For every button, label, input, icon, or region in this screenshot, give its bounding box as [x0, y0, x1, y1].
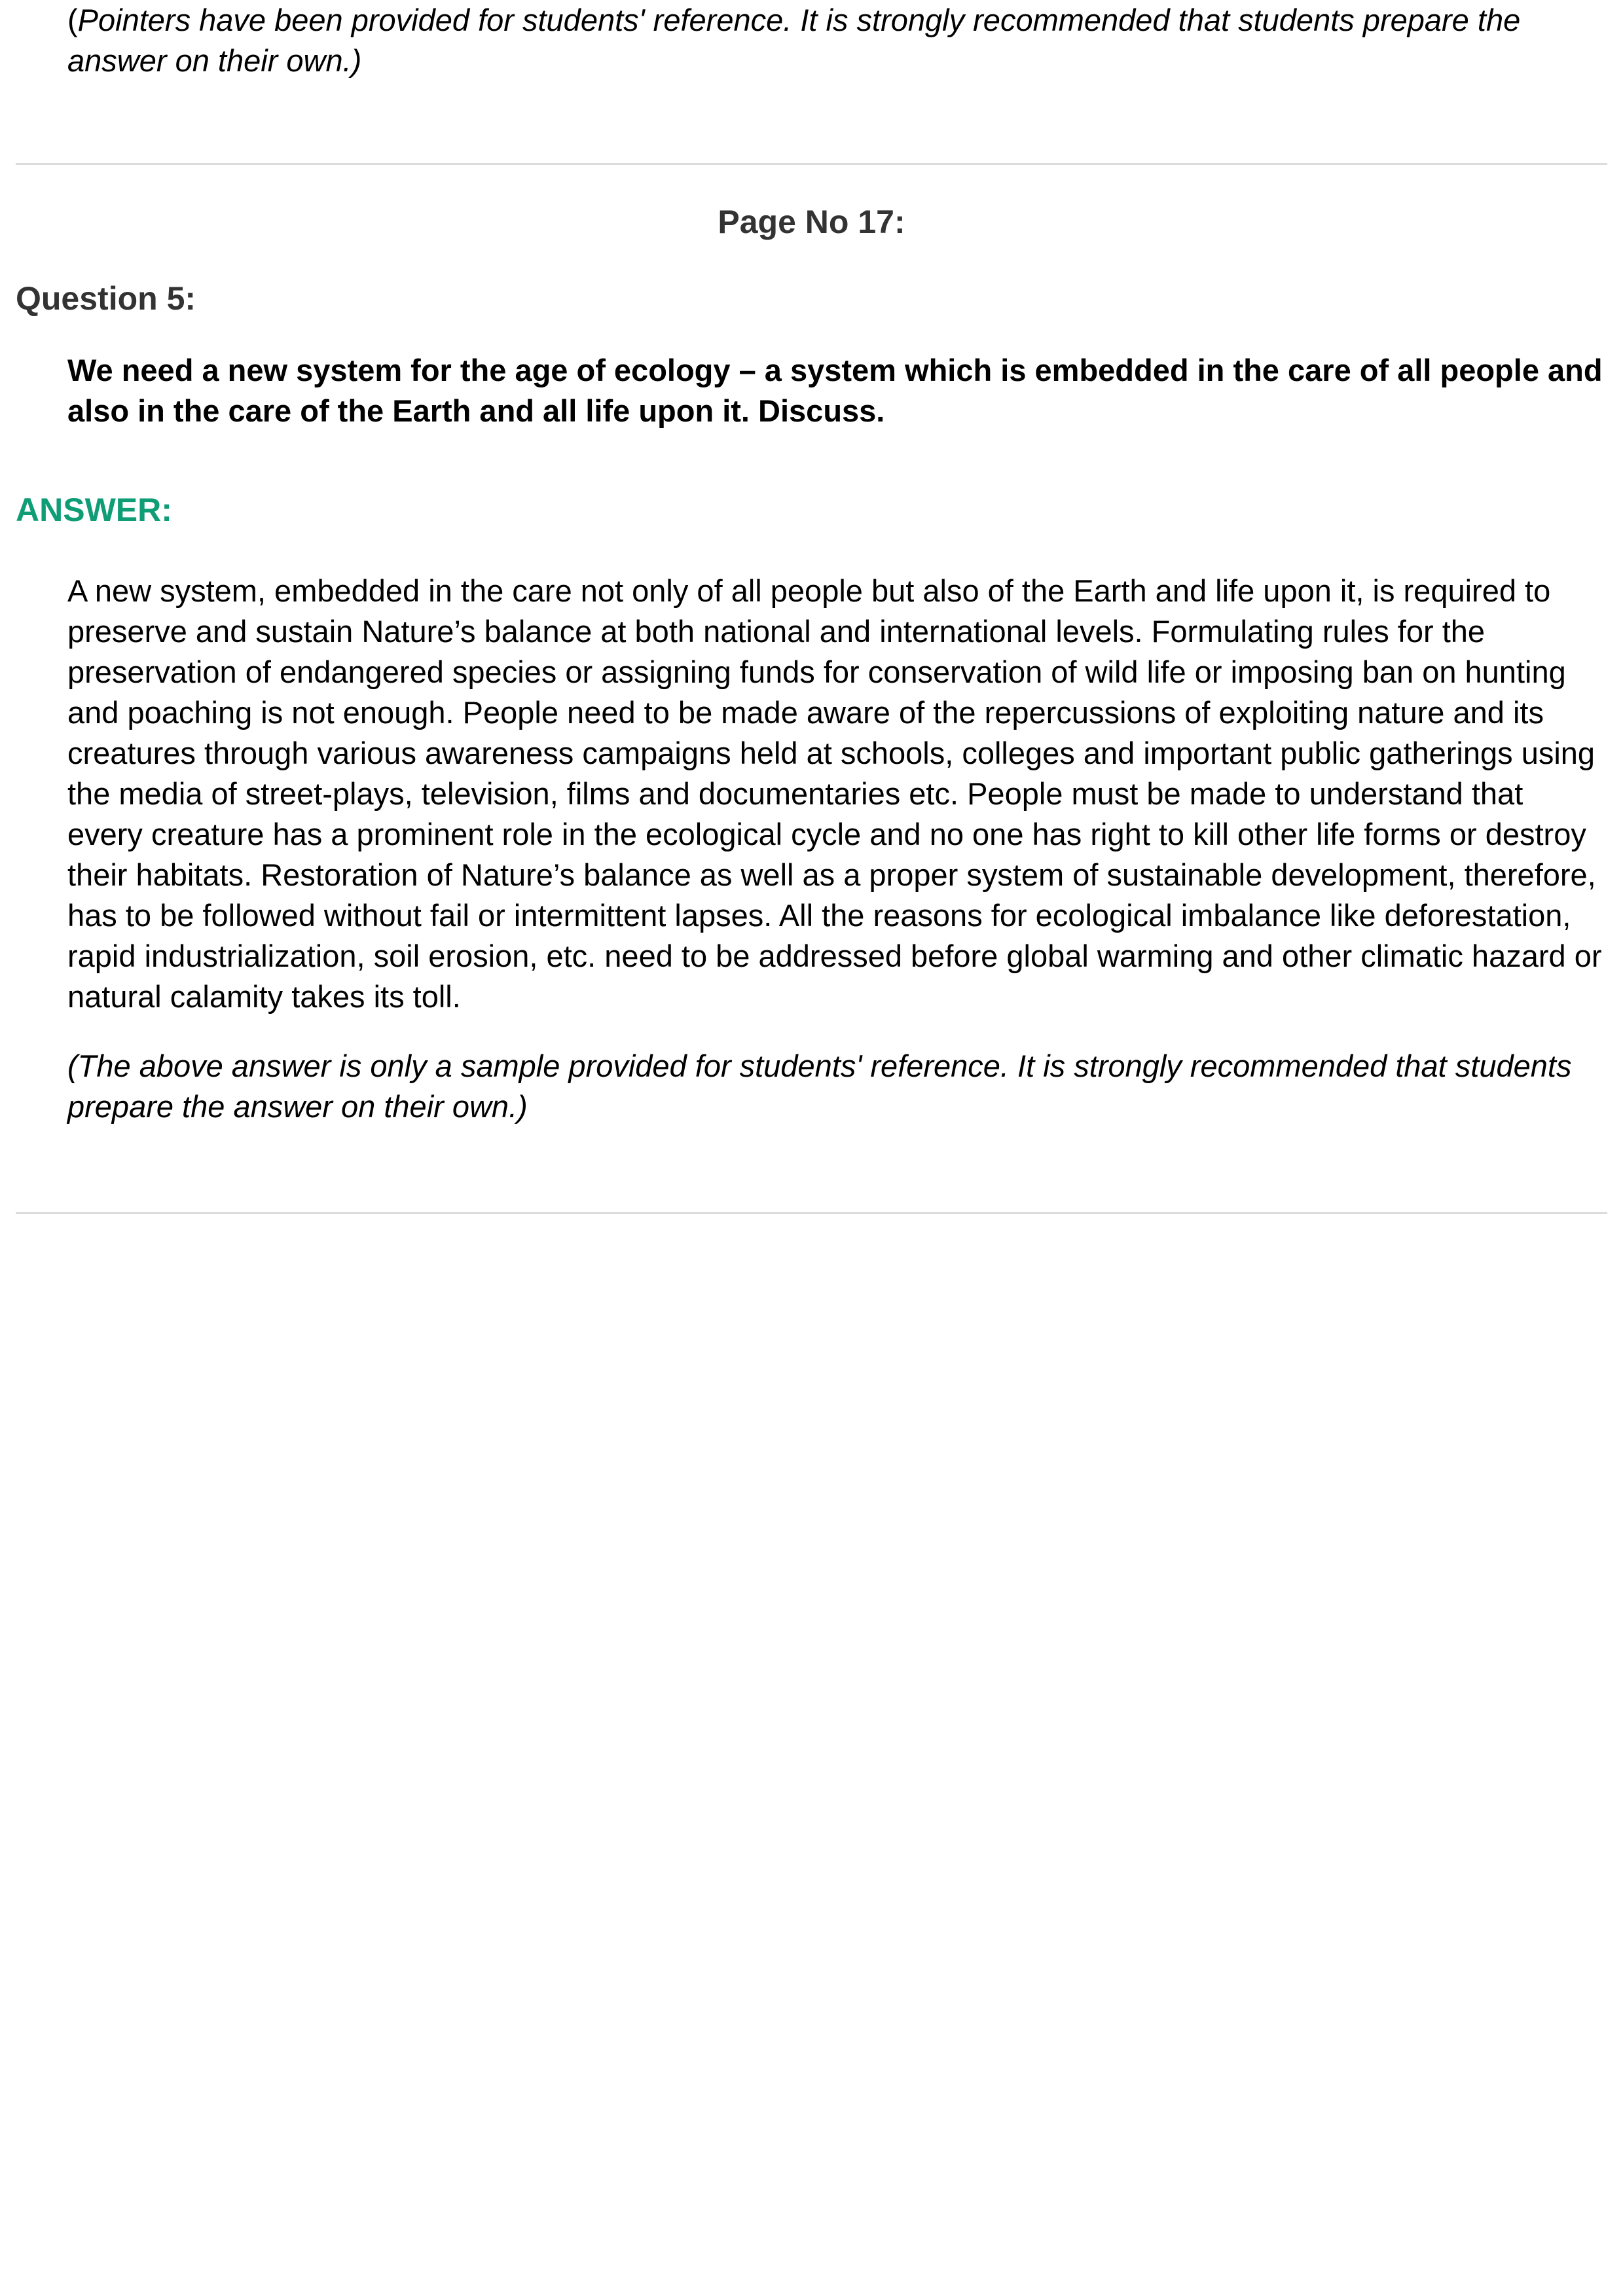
answer-reference-note: (The above answer is only a sample provided for students' reference. It is strongly recommended that students prepare the answer on their own.) [67, 1049, 1572, 1124]
top-reference-note [67, 0, 1603, 81]
top-note-text: Pointers have been provided for students' reference. It is strongly recommended that students prepare the answer on their own.) [67, 3, 1521, 78]
top-note-open-paren: ( [67, 3, 78, 37]
page-number-heading: Page No 17: [718, 204, 905, 240]
question-text: We need a new system for the age of ecology – a system which is embedded in the care of all people and also in the care of the Earth and all life upon it. Discuss. [67, 353, 1603, 428]
section-divider-bottom [16, 1212, 1607, 1214]
answer-heading: ANSWER: [16, 492, 172, 528]
question-heading: Question 5: [16, 280, 196, 317]
answer-body: A new system, embedded in the care not only of all people but also of the Earth and life upon it, is required to preserve and sustain Nature’s balance at both national and international levels. Formulating rules for the preservation of endangered species or assigning funds for conservation of wild life or imposing ban on hunting and poaching is not enough. People need to be made aware of the repercussions of exploiting nature and its creatures through various awareness campaigns held at schools, colleges and important public gatherings using the media of street-plays, television, films and documentaries etc. People must be made to understand that every creature has a prominent role in the ecological cycle and no one has right to kill other life forms or destroy their habitats. Restoration of Nature’s balance as well as a proper system of sustainable development, therefore, has to be followed without fail or intermittent lapses. All the reasons for ecological imbalance like deforestation, rapid industrialization, soil erosion, etc. need to be addressed before global warming and other climatic hazard or natural calamity takes its toll. [67, 573, 1602, 1014]
section-divider-top [16, 163, 1607, 165]
